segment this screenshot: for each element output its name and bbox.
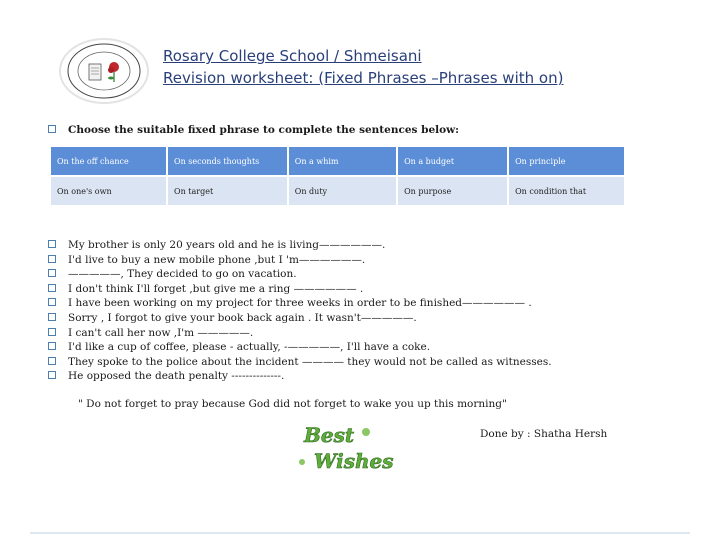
bullet-icon	[48, 269, 56, 277]
sentence-item: Sorry , I forgot to give your book back again . It wasn't—————.	[48, 311, 552, 326]
phrase-cell: On the off chance	[51, 147, 166, 175]
instruction	[48, 124, 459, 136]
phrase-cell: On condition that	[509, 177, 624, 205]
page-margin	[0, 0, 40, 540]
title-school: Rosary College School / Shmeisani	[163, 47, 422, 65]
sentence-item: I'd live to buy a new mobile phone ,but I 'm——————.	[48, 253, 552, 268]
phrase-cell: On seconds thoughts	[168, 147, 287, 175]
phrase-cell: On target	[168, 177, 287, 205]
phrase-cell: On a budget	[398, 147, 507, 175]
bullet-icon	[48, 284, 56, 292]
phrase-table	[49, 145, 626, 207]
closing-quote: " Do not forget to pray because God did not forget to wake you up this morning"	[78, 398, 507, 410]
bullet-icon	[48, 328, 56, 336]
bullet-icon	[48, 125, 56, 133]
svg-text:Best: Best	[304, 423, 355, 447]
sentence-item: He opposed the death penalty --------------.	[48, 369, 552, 384]
sentence-item: —————, They decided to go on vacation.	[48, 267, 552, 282]
bullet-icon	[48, 313, 56, 321]
sentence-item: They spoke to the police about the incident ———— they would not be called as witnesses.	[48, 355, 552, 370]
divider	[30, 532, 690, 534]
best-wishes-graphic	[296, 418, 394, 476]
title-worksheet: Revision worksheet: (Fixed Phrases –Phrases with on)	[163, 69, 564, 87]
phrase-cell: On principle	[509, 147, 624, 175]
phrase-cell: On purpose	[398, 177, 507, 205]
author-credit: Done by : Shatha Hersh	[480, 428, 608, 440]
page-title	[163, 45, 563, 89]
bullet-icon	[48, 240, 56, 248]
phrase-cell: On duty	[289, 177, 396, 205]
bullet-icon	[48, 342, 56, 350]
phrase-cell: On a whim	[289, 147, 396, 175]
bullet-icon	[48, 255, 56, 263]
bullet-icon	[48, 298, 56, 306]
sentence-item: I can't call her now ,I'm —————.	[48, 326, 552, 341]
best-wishes-image	[296, 418, 394, 476]
sentence-item: I don't think I'll forget ,but give me a ring —————— .	[48, 282, 552, 297]
sentence-item: My brother is only 20 years old and he is living——————.	[48, 238, 552, 253]
phrase-cell: On one's own	[51, 177, 166, 205]
phrase-row	[51, 177, 624, 205]
bullet-icon	[48, 357, 56, 365]
phrase-row	[51, 147, 624, 175]
sentence-list	[48, 238, 552, 384]
svg-text:Wishes: Wishes	[314, 449, 394, 473]
school-logo	[59, 38, 149, 104]
sentence-item: I'd like a cup of coffee, please - actually, -—————, I'll have a coke.	[48, 340, 552, 355]
bullet-icon	[48, 371, 56, 379]
sentence-item: I have been working on my project for three weeks in order to be finished—————— .	[48, 296, 552, 311]
instruction-text: Choose the suitable fixed phrase to complete the sentences below:	[68, 124, 460, 136]
